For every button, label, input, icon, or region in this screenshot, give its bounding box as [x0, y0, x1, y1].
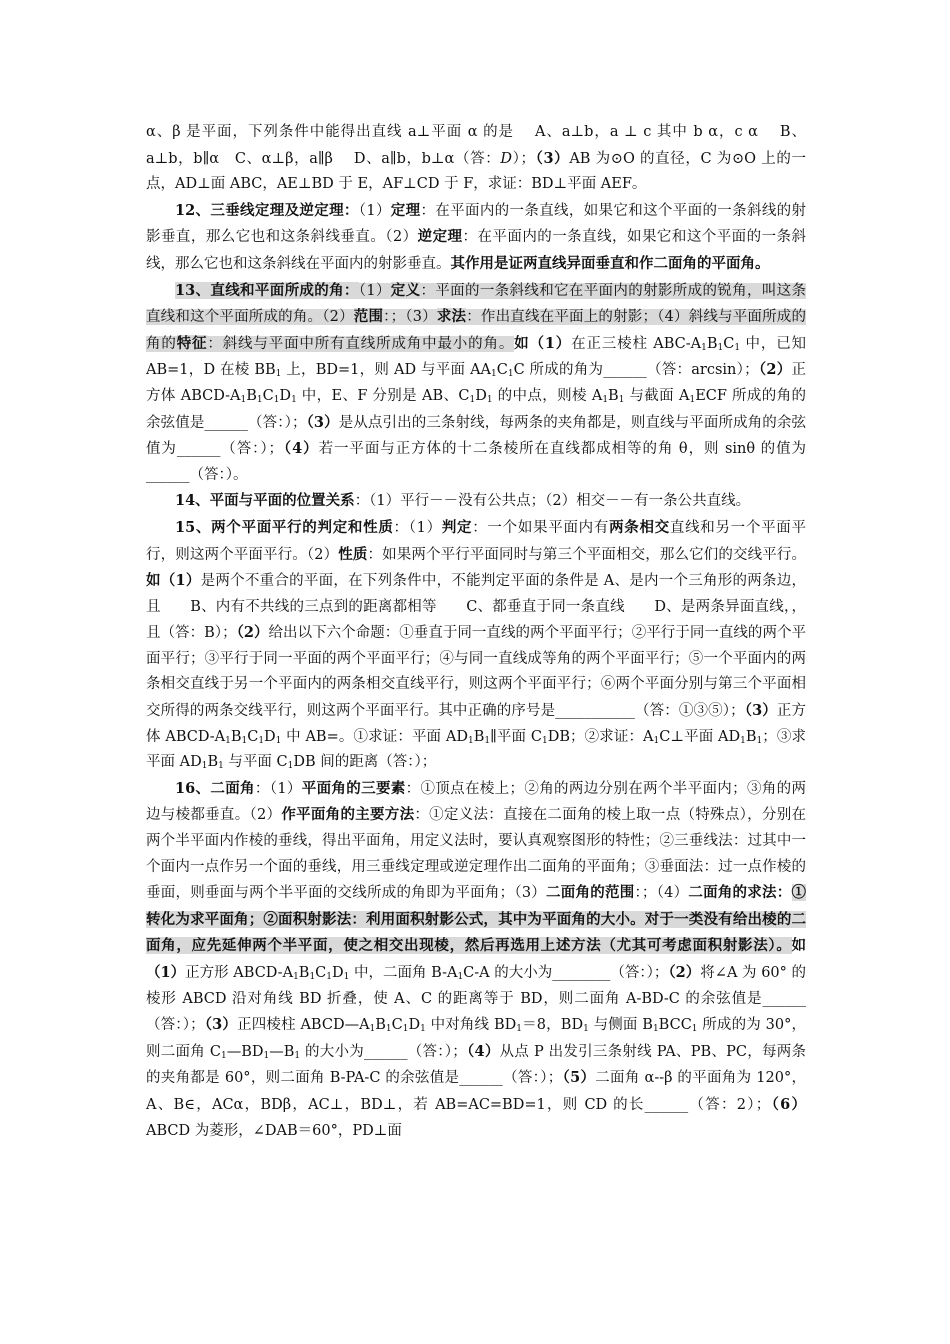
text-run: （5）: [562, 1069, 596, 1087]
text-run: DB；②求证：A: [547, 728, 654, 745]
subscript: 1: [756, 735, 763, 746]
text-run: DB 间的距离（答：）；: [293, 754, 437, 771]
text-run: ：；（4）: [634, 885, 689, 902]
text-run: C: [723, 335, 735, 352]
text-run: C: [496, 362, 508, 379]
subscript: 1: [583, 1024, 589, 1035]
text-run: ：如果两个平行平面同时与第三个平面相交，那么它们的交线平行。: [367, 546, 807, 563]
subscript: 1: [516, 1024, 522, 1035]
subscript: 1: [201, 761, 208, 772]
subscript: 1: [385, 1024, 392, 1035]
text-run: 与侧面 B: [588, 1017, 653, 1034]
text-run: （2）: [236, 624, 269, 642]
text-run: D: [408, 1017, 421, 1034]
text-run: 求法: [436, 308, 467, 326]
text-run: （3）: [306, 413, 339, 431]
text-run: ＝8，BD: [521, 1017, 584, 1034]
paragraph-p13: [146, 278, 806, 489]
subscript: 1: [256, 395, 263, 406]
text-run: 上，BD=1，则 AD 与平面 AA: [281, 362, 492, 379]
text-run: （1）: [358, 282, 391, 299]
subscript: 1: [717, 342, 724, 353]
subscript: 1: [343, 972, 350, 983]
subscript: 1: [740, 735, 746, 746]
text-run: B: [745, 728, 757, 745]
text-run: ∥平面 C: [490, 728, 542, 745]
text-run: 直线和另一个平面平行，则这两个平面平行。（2）: [146, 519, 806, 563]
text-run: ：（1）: [393, 519, 442, 536]
subscript: 1: [294, 1051, 301, 1062]
text-run: α、β 是平面，下列条件中能得出直线 a⊥平面 α 的是 A、a⊥b，a ⊥ c 其中 b α，c α B、a⊥b，b∥α C、α⊥β，a∥β D、a∥b，b⊥α（答：: [146, 124, 806, 167]
text-run: ：作出直线在平面上的射影；（4）斜线与平面所成的角的: [146, 309, 806, 352]
text-run: BCC: [658, 1017, 692, 1034]
text-run: 是从点引出的三条射线，每两条的夹角都是，则直线与平面所成角的余弦值为______（答：）；: [146, 414, 806, 458]
text-run: ：斜线与平面中所有直线所成角中最小的角。: [207, 335, 515, 352]
text-run: 范围: [353, 308, 384, 326]
text-run: ：①顶点在棱上；②角的两边分别在两个半平面内；③角的两边与棱都垂直。（2）: [146, 780, 806, 824]
text-run: 两条相交: [609, 518, 670, 536]
text-run: （1）: [358, 202, 391, 219]
subscript: 1: [309, 972, 316, 983]
text-run: 判定: [441, 518, 473, 536]
text-run: 中，二面角 B-A: [349, 965, 458, 981]
subscript: 1: [734, 342, 741, 353]
text-run: ：在平面内的一条直线，如果它和这个平面的一条斜线，那么它也和这条斜线在平面内的射影垂直。: [146, 229, 807, 272]
subscript: 1: [218, 761, 224, 772]
text-run: B: [473, 728, 485, 745]
text-run: 正方体 ABCD-A: [146, 703, 807, 745]
text-run: 的大小为______（答：）；: [300, 1043, 467, 1060]
subscript: 1: [293, 972, 299, 983]
text-run: B: [375, 1017, 386, 1034]
subscript: 1: [469, 395, 476, 406]
subscript: 1: [275, 369, 282, 380]
text-run: ABCD 为菱形，∠DAB＝60°，PD⊥面: [146, 1122, 402, 1139]
subscript: 1: [220, 1051, 227, 1062]
text-run: ：①定义法：直接在二面角的棱上取一点（特殊点），分别在两个半平面内作棱的垂线，得出平面角，用定义法时，要认真观察图形的特性；②三垂线法：过其中一个面内一点作另一个面的垂线，用三垂线定理或逆定理作出二面角的平面角；③垂面法：过一点作棱的垂面，则垂面与两个半平面的交线所成的角即为平面角；（3）: [146, 807, 806, 902]
text-run: 12、三垂线定理及逆定理：: [175, 201, 359, 219]
subscript: 1: [291, 395, 297, 406]
subscript: 1: [258, 735, 265, 746]
text-run: 中，已知 AB=1，D 在棱 BB: [146, 335, 807, 379]
text-run: 作平面角的主要方法: [281, 806, 415, 824]
text-run: 中对角线 BD: [425, 1017, 517, 1034]
text-run: ECF 所成的角的余弦值是______（答：）；: [146, 387, 806, 431]
text-run: 二面角 α--β 的平面角为 120°，A、B∈，ACα，BDβ，AC⊥，BD⊥，若 AB=AC=BD=1，则 CD 的长______（答：2）；: [146, 1070, 806, 1113]
document-page: [146, 120, 806, 1144]
text-run: 逆定理: [417, 228, 463, 246]
subscript: 1: [240, 395, 247, 406]
text-run: 的中点，则棱 A: [492, 387, 603, 404]
text-run: C: [247, 728, 259, 745]
text-run: 特征: [176, 334, 208, 352]
text-run: 正方体 ABCD-A: [146, 362, 806, 404]
text-run: ：（1）平行－－没有公共点；（2）相交－－有一条公共直线。: [354, 493, 751, 510]
text-run: B: [230, 728, 242, 745]
text-run: ：；（3）: [383, 309, 437, 326]
paragraph-p12: [146, 198, 806, 278]
subscript: 1: [457, 972, 464, 983]
text-run: ：在平面内的一条直线，如果它和这个平面的一条斜线的射影垂直，那么它也和这条斜线垂直。（2）: [146, 202, 806, 246]
text-run: B: [246, 387, 257, 404]
paragraph-p11-cont: [146, 120, 806, 198]
text-run: 其作用是证两直线异面垂直和作二面角的平面角。: [450, 254, 770, 272]
paragraph-p16: [146, 776, 806, 1144]
text-run: ：平面的一条斜线和它在平面内的射影所成的锐角，叫这条直线和这个平面所成的角。（2）: [146, 282, 806, 326]
text-run: ：（1）: [254, 780, 302, 797]
text-run: B: [608, 387, 619, 404]
text-run: ）；: [511, 150, 535, 167]
text-run: ：: [776, 884, 792, 902]
subscript: 1: [275, 735, 282, 746]
subscript: 1: [653, 735, 660, 746]
paragraph-p15: [146, 515, 806, 776]
text-run: B: [207, 754, 219, 771]
text-run: 在正三棱柱 ABC-A: [571, 335, 702, 352]
subscript: 1: [273, 395, 280, 406]
text-run: 若一平面与正方体的十二条棱所在直线都成相等的角 θ，则 sinθ 的值为______（答：）。: [146, 441, 807, 483]
subscript: 1: [369, 1024, 376, 1035]
text-run: 如（1）: [146, 937, 806, 981]
text-run: （2）: [668, 964, 701, 981]
text-run: （2）: [758, 361, 792, 379]
subscript: 1: [225, 735, 231, 746]
text-run: D: [279, 387, 292, 404]
subscript: 1: [263, 1051, 270, 1062]
text-run: AB 为⊙O 的直径，C 为⊙O 上的一点，AD⊥面 ABC，AE⊥BD 于 E，AF⊥CD 于 F，求证：BD⊥平面 AEF。: [146, 150, 806, 193]
text-run: —BD: [226, 1043, 264, 1060]
text-run: B: [706, 335, 718, 352]
text-run: 15、两个平面平行的判定和性质: [175, 518, 394, 536]
text-run: D: [475, 387, 487, 404]
subscript: 1: [652, 1024, 659, 1035]
text-run: 正方形 ABCD-A: [185, 965, 294, 981]
subscript: 1: [484, 735, 491, 746]
text-run: D: [500, 150, 512, 167]
text-run: 与截面 A: [624, 387, 690, 404]
text-run: （3）: [534, 149, 570, 167]
subscript: 1: [420, 1024, 426, 1035]
subscript: 1: [287, 761, 294, 772]
subscript: 1: [602, 395, 609, 406]
text-run: 将∠A 为 60° 的棱形 ABCD 沿对角线 BD 折叠，使 A、C 的距离等于 BD，则二面角 A-BD-C 的余弦值是______（答：）；: [146, 965, 807, 1034]
text-run: D: [331, 965, 344, 981]
text-run: 中 AB=。①求证：平面 AD: [281, 728, 468, 745]
paragraph-p14: [146, 488, 806, 515]
subscript: 1: [402, 1024, 409, 1035]
subscript: 1: [468, 735, 474, 746]
text-run: —B: [269, 1043, 295, 1060]
text-run: 16、二面角: [175, 779, 255, 797]
text-run: 性质: [338, 545, 368, 563]
text-run: 14、平面与平面的位置关系: [175, 492, 355, 510]
text-run: ：一个如果平面内有: [472, 519, 610, 536]
text-run: C: [262, 387, 274, 404]
text-run: 定理: [390, 201, 421, 219]
subscript: 1: [691, 1024, 698, 1035]
text-run: 平面角的三要素: [301, 779, 406, 797]
text-run: C⊥平面 AD: [659, 728, 741, 745]
text-run: C 所成的角为______（答：arcsin）；: [513, 362, 759, 379]
text-run: 所成的为 30°，则二面角 C: [146, 1017, 807, 1060]
text-run: C: [315, 965, 327, 981]
text-run: 13、直线和平面所成的角：: [175, 281, 359, 299]
text-run: 给出以下六个命题：①垂直于同一直线的两个平面平行；②平行于同一直线的两个平面平行；③平行于同一平面的两个平面平行；④与同一直线成等角的两个平面平行；⑤一个平面内的两条相交直线于另一个平面内的两条相交直线平行，则这两个平面平行；⑥两个平面分别与第三个平面相交所得的两条交线平行，则这两个平面平行。其中正确的序号是___________（答：①③⑤）；: [146, 625, 807, 720]
subscript: 1: [326, 972, 332, 983]
text-run: 二面角的求法: [688, 884, 777, 902]
text-run: ；③求平面 AD: [146, 728, 807, 771]
subscript: 1: [541, 735, 548, 746]
text-run: 正四棱柱 ABCD—A: [237, 1017, 370, 1034]
text-run: （4）: [466, 1042, 500, 1060]
subscript: 1: [507, 369, 514, 380]
text-run: C-A 的大小为________（答：）；: [463, 965, 669, 981]
text-run: 定义: [390, 281, 421, 299]
subscript: 1: [486, 395, 493, 406]
text-run: 二面角的范围: [546, 884, 635, 902]
subscript: 1: [491, 369, 497, 380]
text-run: 如（1）: [146, 572, 201, 590]
text-run: 从点 P 出发引三条射线 PA、PB、PC，每两条的夹角都是 60°，则二面角 B-PA-C 的余弦值是______（答：）；: [146, 1043, 806, 1087]
text-run: C: [391, 1017, 403, 1034]
subscript: 1: [241, 735, 248, 746]
text-run: 如（1）: [514, 334, 572, 352]
text-run: （4）: [283, 440, 319, 458]
subscript: 1: [689, 395, 696, 406]
text-run: 中，E、F 分别是 AB、C: [296, 387, 470, 404]
subscript: 1: [701, 342, 707, 353]
text-run: D: [264, 728, 276, 745]
subscript: 1: [618, 395, 625, 406]
text-run: （6）: [770, 1095, 807, 1113]
text-run: B: [298, 965, 310, 981]
text-run: （3）: [204, 1016, 238, 1034]
text-run: （3）: [744, 702, 777, 720]
text-run: 与平面 C: [223, 754, 288, 771]
text-run: ①转化为求平面角；②面积射影法：利用面积射影公式，其中为平面角的大小。对于一类没有给出棱的二面角，应先延伸两个半平面，使之相交出现棱，然后再选用上述方法（尤其可考虑面积射影法）。: [146, 884, 806, 955]
text-run: 是两个不重合的平面，在下列条件中，不能判定平面的条件是 A、是内一个三角形的两条边，且 B、内有不共线的三点到的距离都相等 C、都垂直于同一条直线 D、是两条异面直线，，且（答：B）；: [146, 573, 807, 642]
